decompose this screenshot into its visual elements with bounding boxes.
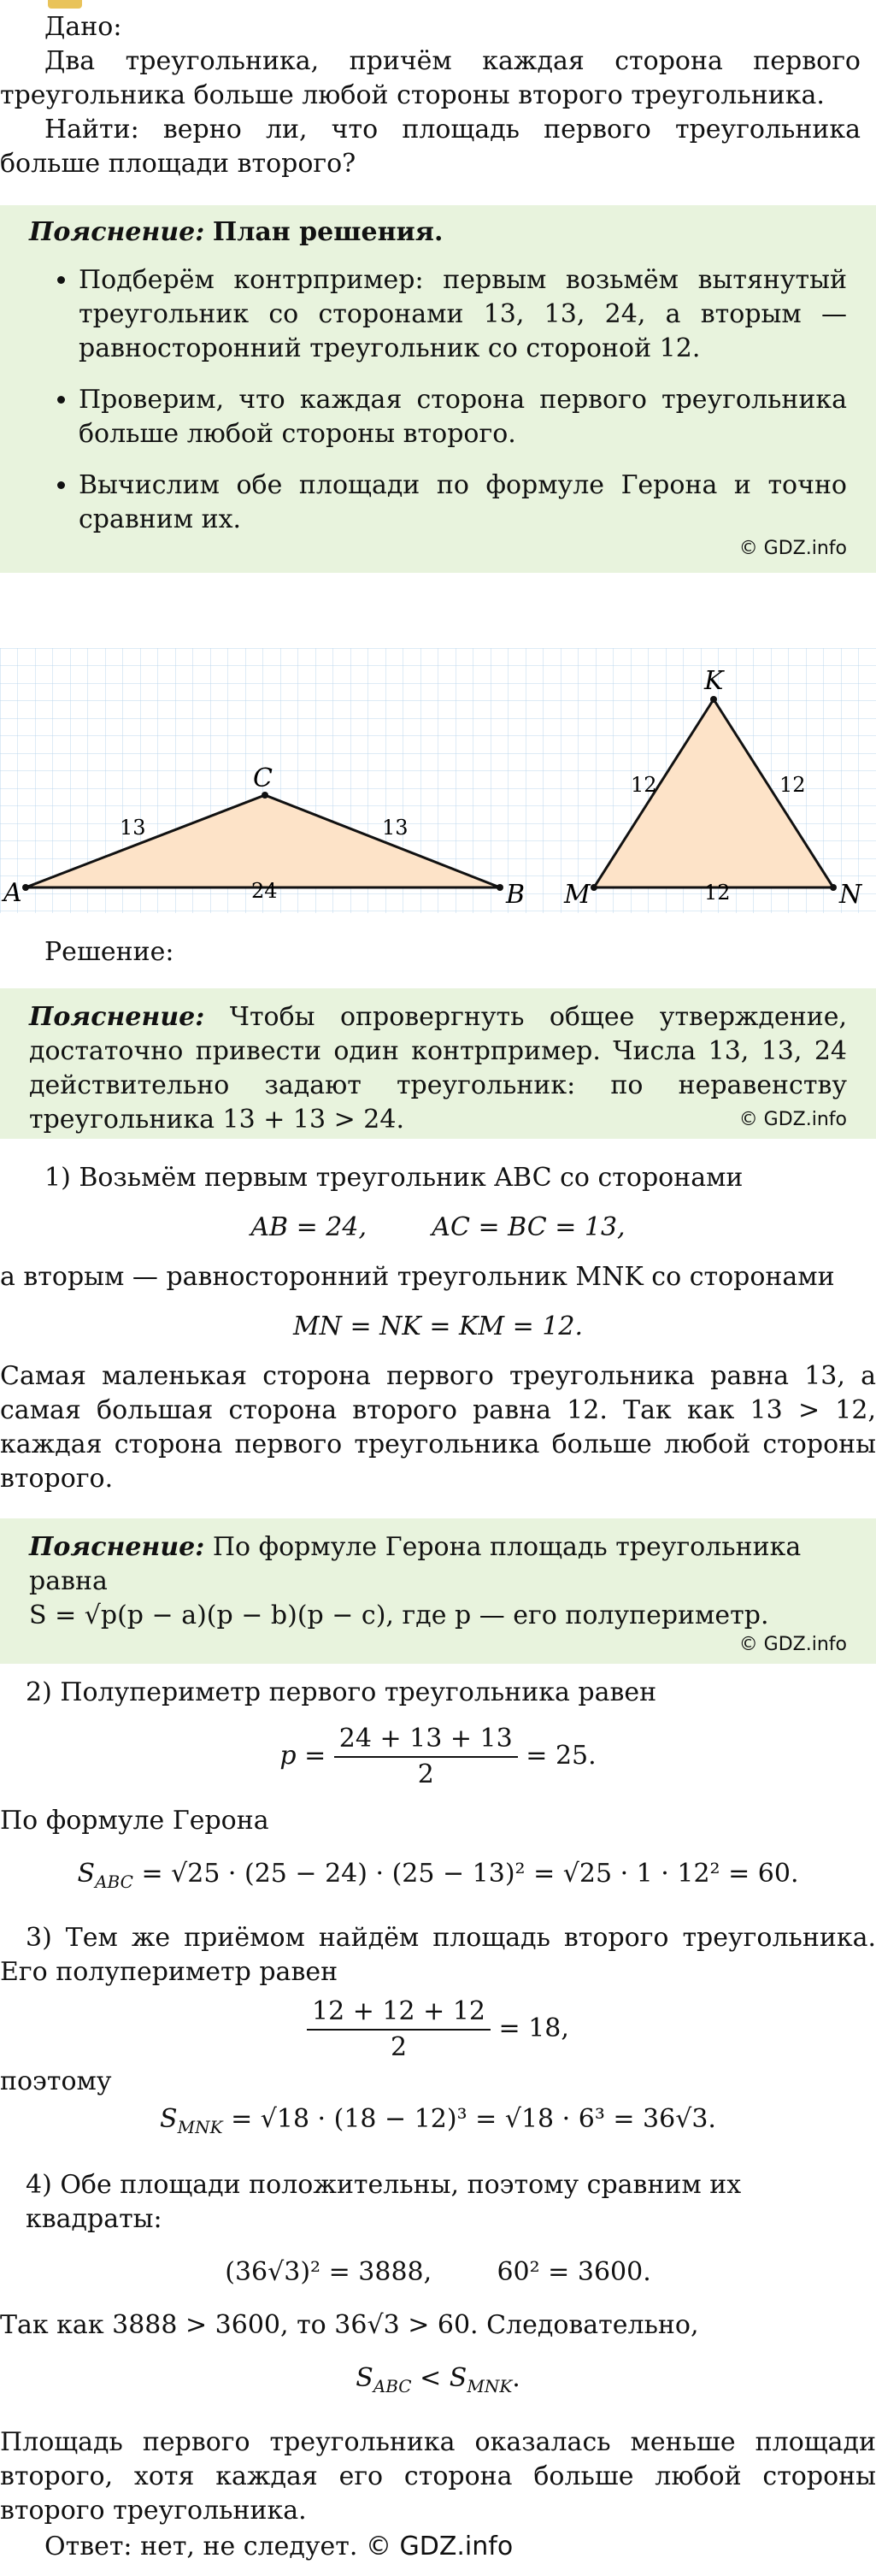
copyright: © GDZ.info [738,1109,847,1130]
note2-formula: S = √p(p − a)(p − b)(p − c), где p — его полупериметр. [29,1600,769,1630]
s-abc-eq [0,1857,876,1899]
plan-title-italic: Пояснение: [29,217,205,247]
p2-denominator: 2 [390,2032,408,2062]
note2-box [0,1518,876,1664]
s-abc-expr: = √25 · (25 − 24) · (25 − 13)² = √25 · 1 · 12² = 60. [141,1859,799,1889]
final-sub2: MNK [467,2376,513,2396]
plan-item: • Проверим, что каждая сторона первого треугольника больше любой стороны второго. [79,383,847,451]
note1-body: Чтобы опровергнуть общее утверждение, достаточно привести один контрпример. Числа 13, 13, 24 действительно задают треугольник: по неравенству треугольника 13 + 13 > 24. [29,1002,847,1135]
note1-head: Пояснение: [29,1002,205,1032]
solution-label: Решение: [44,937,174,967]
label-m: M [564,880,591,910]
step3-p-eq [0,1995,876,2065]
s-abc-symbol: S [77,1859,96,1889]
s-mnk-expr: = √18 · (18 − 12)³ = √18 · 6³ = 36√3. [231,2104,716,2134]
find-text [0,113,861,181]
step3-intro: 3) Тем же приёмом найдём площадь второго треугольника. Его полупериметр равен [0,1923,876,1987]
step4-conclusion: Площадь первого треугольника оказалась меньше площади второго, хотя каждая его сторона больше любой стороны второго треугольника. [0,2427,876,2526]
plan-list [29,263,847,537]
vertex-a [22,884,29,891]
step1-eq1: AB = 24, AC = BC = 13, [250,1212,626,1242]
label-mk: 12 [631,773,657,797]
final-end: . [512,2363,520,2393]
note2-text1: По формуле Герона площадь треугольника равна [29,1532,802,1596]
step2-p-eq [0,1722,876,1792]
final-s1: S [356,2363,373,2393]
step4 [0,2168,876,2528]
label-nk: 12 [779,773,806,797]
step2-intro: 2) Полупериметр первого треугольника равен [26,1677,657,1707]
step4-since: Так как 3888 > 3600, то 36√3 > 60. Следовательно, [0,2310,699,2340]
label-mn: 12 [704,881,731,905]
note1-box [0,988,876,1139]
plan-title [29,215,847,250]
p-right: = 25. [526,1741,597,1771]
note2-line1 [29,1530,847,1599]
label-a: A [3,878,22,908]
heron-label: По формуле Герона [0,1806,269,1836]
plan-title-bold: План решения. [212,217,444,247]
p2-right: = 18, [498,2013,569,2043]
label-k: K [704,666,724,696]
step1 [0,1161,876,1496]
vertex-k [710,696,717,703]
therefore: поэтому [0,2066,112,2096]
triangles-svg [0,648,876,913]
label-b: B [506,880,526,910]
p-numerator: 24 + 13 + 13 [334,1722,518,1758]
given-text [0,44,861,113]
note2-head: Пояснение: [29,1532,205,1562]
p-fraction [334,1722,518,1792]
find-text-content: Найти: верно ли, что площадь первого треугольника больше площади второго? [0,115,861,179]
given-label: Дано: [44,12,122,42]
top-badge [48,0,82,9]
label-c: C [253,763,273,793]
p-denominator: 2 [417,1760,434,1789]
copyright: © GDZ.info [738,1634,847,1655]
step1-eq2: MN = NK = KM = 12. [292,1312,584,1341]
final-eq [0,2361,876,2403]
answer-copyright: © GDZ.info [365,2532,514,2561]
triangles-figure [0,648,876,913]
step1-mid: а вторым — равносторонний треугольник MNK со сторонами [0,1262,835,1292]
label-ab: 24 [251,879,278,903]
label-n: N [839,880,862,910]
given-text-content: Два треугольника, причём каждая сторона первого треугольника больше любой стороны второго треугольника. [0,46,861,110]
s-mnk-eq [0,2102,876,2144]
step1-intro: 1) Возьмём первым треугольник ABC со сторонами [44,1163,744,1193]
vertex-m [591,884,597,891]
answer-text: Ответ: нет, не следует. [44,2532,358,2561]
plan-item: • Подберём контрпример: первым возьмём вытянутый треугольник со сторонами 13, 13, 24, а вторым — равносторонний треугольник со стороной 12. [79,263,847,366]
s-mnk-sub: MNK [177,2117,223,2137]
final-sub1: ABC [373,2376,412,2396]
s-abc-sub: ABC [95,1872,133,1892]
final-mid: < S [411,2363,467,2393]
vertex-n [830,884,837,891]
copyright: © GDZ.info [738,538,847,559]
label-bc: 13 [382,816,409,840]
step4-intro: 4) Обе площади положительны, поэтому сравним их квадраты: [26,2170,742,2234]
p2-numerator: 12 + 12 + 12 [307,1995,491,2031]
step1-conclusion: Самая маленькая сторона первого треугольника равна 13, а самая большая сторона второго равна 12. Так как 13 > 12, каждая сторона первого треугольника больше любой стороны второго. [0,1361,876,1494]
plan-box [0,205,876,573]
p-left: p = [279,1741,326,1771]
vertex-b [497,884,503,891]
step2 [0,1676,876,1899]
p2-fraction [307,1995,491,2065]
step3 [0,1921,876,2144]
plan-item: • Вычислим обе площади по формуле Герона и точно сравним их. [79,469,847,537]
step4-eq: (36√3)² = 3888, 60² = 3600. [225,2257,651,2287]
answer [0,2530,876,2564]
s-mnk-symbol: S [160,2104,178,2134]
given-section [0,0,876,181]
label-ac: 13 [120,816,146,840]
